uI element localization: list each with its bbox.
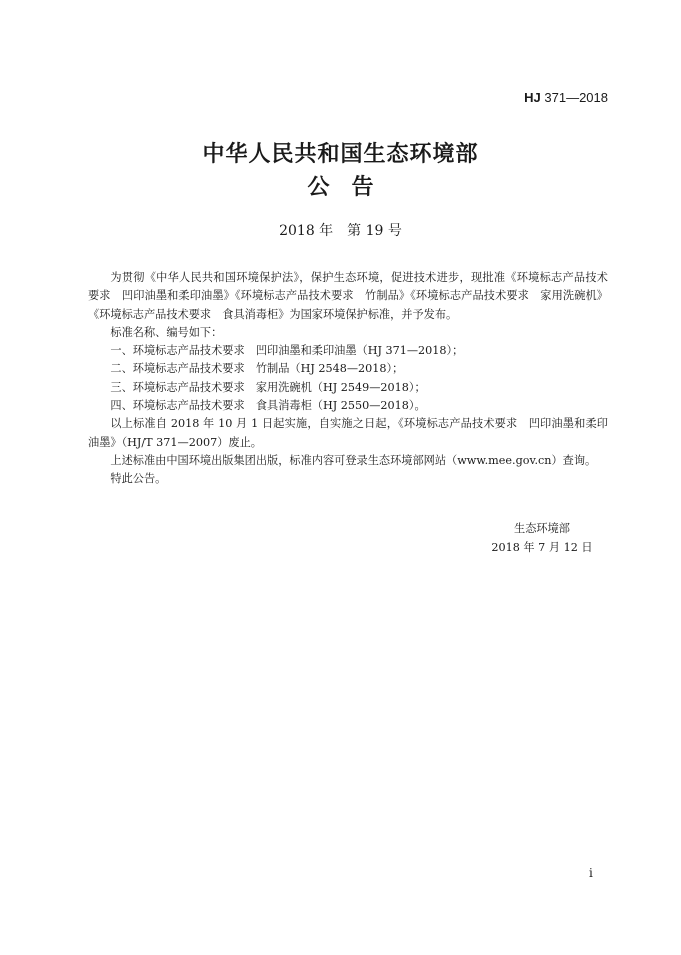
issue-date: 2018 年 7 月 12 日 <box>491 541 593 554</box>
issue-number: 2018 年 第 19 号 <box>279 223 402 239</box>
paragraph-list-heading: 标准名称、编号如下： <box>110 325 223 339</box>
paragraph-publication: 上述标准由中国环境出版集团出版，标准内容可登录生态环境部网站（www.mee.gov.cn）查询。 <box>110 453 597 467</box>
ministry-title: 中华人民共和国生态环境部 <box>202 142 479 167</box>
standard-code-prefix: HJ <box>524 90 541 105</box>
paragraph-item-3: 三、环境标志产品技术要求 家用洗碗机（HJ 2549—2018）； <box>110 380 426 394</box>
paragraph-effective-date: 以上标准自 2018 年 10 月 1 日起实施，自实施之日起，《环境标志产品技术要求 凹印油墨和柔印油墨》（HJ/T 371—2007）废止。 <box>88 417 608 449</box>
paragraph-item-1: 一、环境标志产品技术要求 凹印油墨和柔印油墨（HJ 371—2018）； <box>110 344 464 358</box>
announcement-body <box>88 269 608 489</box>
standard-code <box>524 90 608 105</box>
paragraph-item-2: 二、环境标志产品技术要求 竹制品（HJ 2548—2018）； <box>110 362 404 376</box>
paragraph-intro: 为贯彻《中华人民共和国环境保护法》，保护生态环境，促进技术进步，现批准《环境标志产品技术要求 凹印油墨和柔印油墨》《环境标志产品技术要求 竹制品》《环境标志产品技术要求 家用洗碗机》《环境标志产品技术要求 食具消毒柜》为国家环境保护标准，并予发布。 <box>88 271 608 321</box>
issuer-name: 生态环境部 <box>514 522 570 535</box>
page-number: i <box>589 866 593 880</box>
paragraph-item-4: 四、环境标志产品技术要求 食具消毒柜（HJ 2550—2018）。 <box>110 399 426 413</box>
standard-code-number: 371—2018 <box>540 90 608 105</box>
announcement-heading: 公 告 <box>307 175 374 200</box>
paragraph-closing: 特此公告。 <box>110 472 167 486</box>
